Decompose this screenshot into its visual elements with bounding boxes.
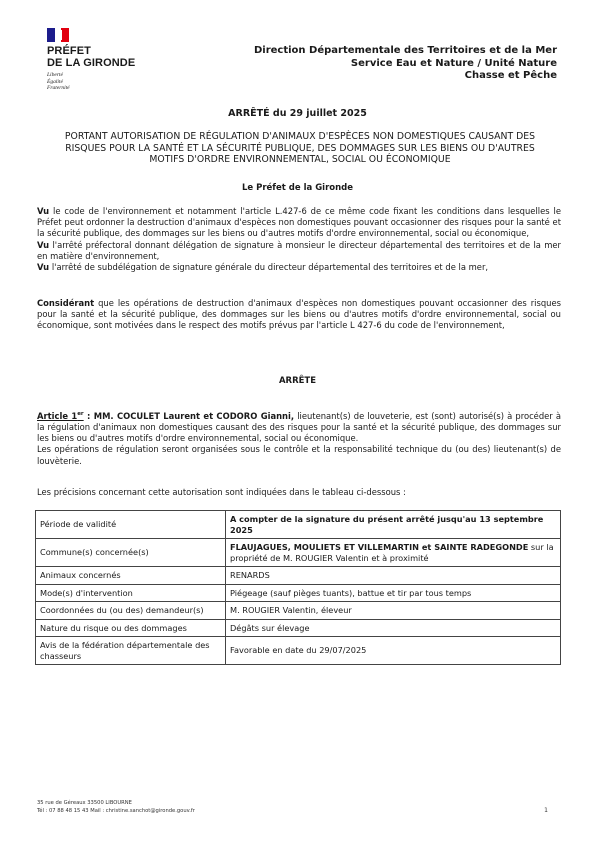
table-row: Période de validité A compter de la signature du présent arrêté jusqu'au 13 septembre 2025 <box>36 511 561 539</box>
prefet-line2: DE LA GIRONDE <box>47 57 136 69</box>
prefet-heading: Le Préfet de la Gironde <box>241 183 354 193</box>
prefet-logo <box>47 28 157 92</box>
arrete-date: ARRÊTÉ du 29 juillet 2025 <box>228 108 367 119</box>
header-service: Service Eau et Nature / Unité Nature <box>350 57 557 69</box>
arrete-heading: ARRÊTE <box>278 376 317 386</box>
article-1-control: Les opérations de régulation seront organisées sous le contrôle et la responsabilité technique du (ou des) lieutenant(s) de louvèterie. <box>37 444 561 466</box>
table-row: Coordonnées du (ou des) demandeur(s) M. ROUGIER Valentin, éleveur <box>36 602 561 620</box>
authorization-table <box>35 510 561 665</box>
prefet-line1: PRÉFET <box>47 45 91 57</box>
table-row: Commune(s) concernée(s) FLAUJAGUES, MOULIETS ET VILLEMARTIN et SAINTE RADEGONDE sur la propriété de M. ROUGIER Valentin et à proximité <box>36 539 561 567</box>
vu-item: Vu l'arrêté préfectoral donnant délégation de signature à monsieur le directeur départemental des territoires et de la mer en matière d'environnement, <box>37 239 561 261</box>
vu-item: Vu l'arrêté de subdélégation de signature générale du directeur départemental des territoires et de la mer, <box>37 262 489 273</box>
motto-fraternite: Fraternité <box>47 85 70 91</box>
header-unit: Chasse et Pêche <box>464 70 557 81</box>
page-number: 1 <box>544 807 548 814</box>
vu-item: Vu le code de l'environnement et notamment l'article L.427-6 de ce même code fixant les conditions dans lesquelles le Préfet peut ordonner la destruction d'animaux d'espèces non domestiques pouvant occasionner des risques pour la santé et la sécurité publique, des dommages sur les biens ou d'autres motifs d'ordre environnemental, social ou économique, <box>37 206 561 239</box>
marianne-flag-icon <box>47 28 69 42</box>
table-row: Animaux concernés RENARDS <box>36 567 561 585</box>
article-1: Article 1er : MM. COCULET Laurent et CODORO Gianni, lieutenant(s) de louveterie, est (sont) autorisé(s) à procéder à la régulation d'animaux non domestiques causant des des risques pour la santé et la sécurité publique, des dommages sur les biens ou d'autres motifs d'ordre environnemental, social ou économique. Les opérations de régulation seront organisées sous le contrôle et la responsabilité technique du (ou des) lieutenant(s) de louvèterie. <box>37 410 561 466</box>
arrete-title: PORTANT AUTORISATION DE RÉGULATION D'ANIMAUX D'ESPÈCES NON DOMESTIQUES CAUSANT DES RISQUES POUR LA SANTÉ ET LA SÉCURITÉ PUBLIQUE, DES DOMMAGES SUR LES BIENS OU D'AUTRES MOTIFS D'ORDRE ENVIRONNEMENTAL, SOCIAL OU ÉCONOMIQUE <box>64 131 536 165</box>
table-row: Mode(s) d'intervention Piégeage (sauf pièges tuants), battue et tir par tous temps <box>36 584 561 602</box>
footer-address: 35 rue de Géreaux 33500 LIBOURNE Tél : 07 88 48 15 43 Mail : christine.sanchot@gironde.gouv.fr <box>37 800 195 814</box>
motto-liberte: Liberté <box>47 72 63 78</box>
prefet-name <box>47 45 157 69</box>
precisions-intro: Les précisions concernant cette autorisation sont indiquées dans le tableau ci-dessous : <box>37 487 406 497</box>
department-header <box>254 45 557 83</box>
header-direction: Direction Départementale des Territoires et de la Mer <box>253 45 557 56</box>
vu-section <box>37 206 561 273</box>
motto-egalite: Égalité <box>47 78 63 85</box>
republic-motto <box>47 72 157 92</box>
considerant-section: Considérant que les opérations de destruction d'animaux d'espèces non domestiques pouvant occasionner des risques pour la santé et la sécurité publique, des dommages sur les biens ou d'autres motifs d'ordre environnemental, social ou économique, sont motivées dans le respect des motifs prévus par l'article L 427-6 du code de l'environnement, <box>37 298 561 331</box>
table-row: Avis de la fédération départementale des chasseurs Favorable en date du 29/07/2025 <box>36 637 561 665</box>
table-row: Nature du risque ou des dommages Dégâts sur élevage <box>36 619 561 637</box>
